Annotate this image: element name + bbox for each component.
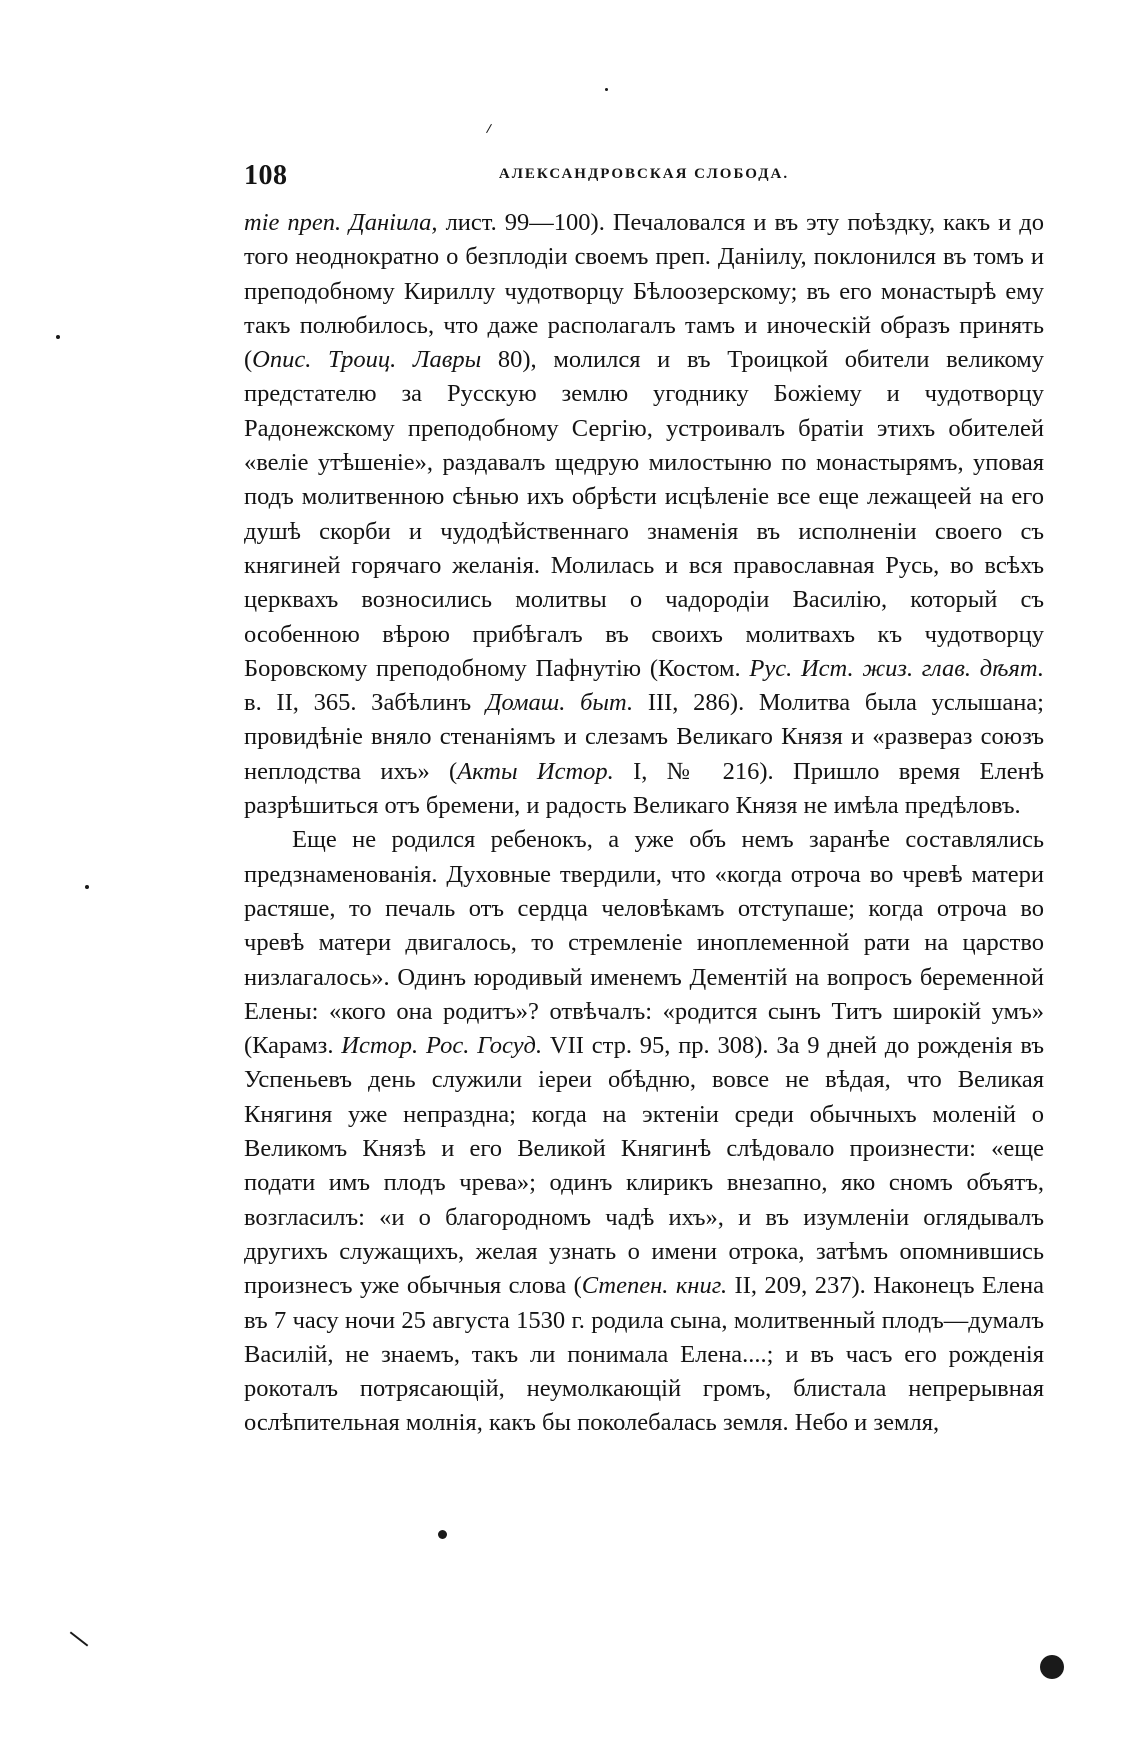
scan-speck [438, 1530, 447, 1539]
running-title: АЛЕКСАНДРОВСКАЯ СЛОБОДА. [498, 166, 790, 182]
paragraph-1 [244, 206, 1044, 823]
scan-streak [70, 1631, 89, 1646]
scan-speck [85, 885, 89, 889]
text-segment: Опис. Троиц. Лавры [252, 346, 482, 374]
body-text [244, 206, 1044, 1441]
text-segment: III, 286). Молитва была услышана; провидѣніе вняло стенаніямъ и слезамъ Великаго Князя и «развераз союзъ неплодства ихъ» ( [244, 689, 1044, 785]
page-number: 108 [244, 160, 288, 191]
text-segment: в. II, 365. Забѣлинъ [244, 689, 486, 717]
text-segment: тіе преп. Даніила, [244, 209, 438, 236]
paragraph-2 [244, 823, 1044, 1440]
text-segment: 80), молился и въ Троицкой обители великому предстателю за Русскую землю угоднику Божіему и чудотворцу Радонежскому преподобному Сергію, устроивалъ братіи этихъ обителей «веліе утѣшеніе», раздавалъ щедрую милостыню по монастырямъ, уповая подъ молитвенною сѣнью ихъ обрѣсти исцѣленіе все еще лежащеей на его душѣ скорби и чудодѣйственнаго знаменія въ исполненіи своего съ княгиней горячаго желанія. Молилась и вся православная Русь, во всѣхъ церквахъ возносились молитвы о чадородіи Василію, который съ особенною вѣрою прибѣгалъ въ своихъ молитвахъ къ чудотворцу Боровскому преподобному Пафнутію (Костом. [244, 346, 1045, 682]
page-header [244, 160, 1044, 194]
text-segment: VII стр. 95, пр. 308). За 9 дней до рожденія въ Успеньевъ день служили іереи обѣдню, вовсе не вѣдая, что Великая Княгиня уже непраздна; когда на эктеніи среди обычныхъ моленій о Великомъ Князѣ и его Великой Княгинѣ слѣдовало произнести: «еще подати имъ плодъ чрева»; одинъ клирикъ внезапно, яко сномъ объятъ, возгласилъ: «и о благородномъ чадѣ ихъ», и въ изумленіи оглядывалъ другихъ служащихъ, желая узнать о имени отрока, затѣмъ опомнившись произнесъ уже обычныя слова ( [244, 1032, 1044, 1300]
text-segment: Истор. Рос. Госуд. [341, 1032, 543, 1060]
text-segment: Акты Истор. [457, 757, 614, 785]
text-segment: Рус. Ист. жиз. глав. дѣят. [749, 654, 1044, 682]
text-segment: Еще не родился ребенокъ, а уже объ немъ заранѣе составлялись предзнаменованія. Духовные твердили, что «когда отроча во чревѣ матери растяше, то печаль отъ сердца человѣкамъ отступаше; когда отроча во чревѣ матери двигалось, то стремленіе иноплеменной рати на царство низлагалось». Одинъ юродивый именемъ Дементій на вопросъ беременной Елены: «кого она родитъ»? отвѣчалъ: «родится сынъ Титъ широкій умъ» (Карамз. [244, 826, 1044, 1060]
scan-speck [56, 335, 60, 339]
scan-streak [486, 124, 492, 133]
text-segment: Домаш. быт. [485, 689, 634, 717]
text-segment: Степен. книг. [581, 1272, 728, 1300]
scan-speck [1040, 1655, 1064, 1679]
text-segment: I, № 216). Пришло время Еленѣ разрѣшиться отъ бремени, и радость Великаго Князя не имѣла предѣловъ. [244, 757, 1044, 820]
text-segment: II, 209, 237). Наконецъ Елена въ 7 часу ночи 25 августа 1530 г. родила сына, молитвенный плодъ—думалъ Василій, не знаемъ, такъ ли понимала Елена....; и въ часъ его рожденія рокоталъ потрясающій, неумолкающій громъ, блистала непрерывная ослѣпительная молнія, какъ бы поколебалась земля. Небо и земля, [244, 1272, 1044, 1437]
scan-speck [605, 88, 608, 91]
text-segment: лист. 99—100). Печаловался и въ эту поѣздку, какъ и до того неоднократно о безплодіи своемъ преп. Даніилу, поклонился въ томъ и преподобному Кириллу чудотворцу Бѣлоозерскому; въ его монастырѣ ему такъ полюбилось, что даже располагалъ тамъ и иноческій образъ принять ( [244, 209, 1044, 374]
